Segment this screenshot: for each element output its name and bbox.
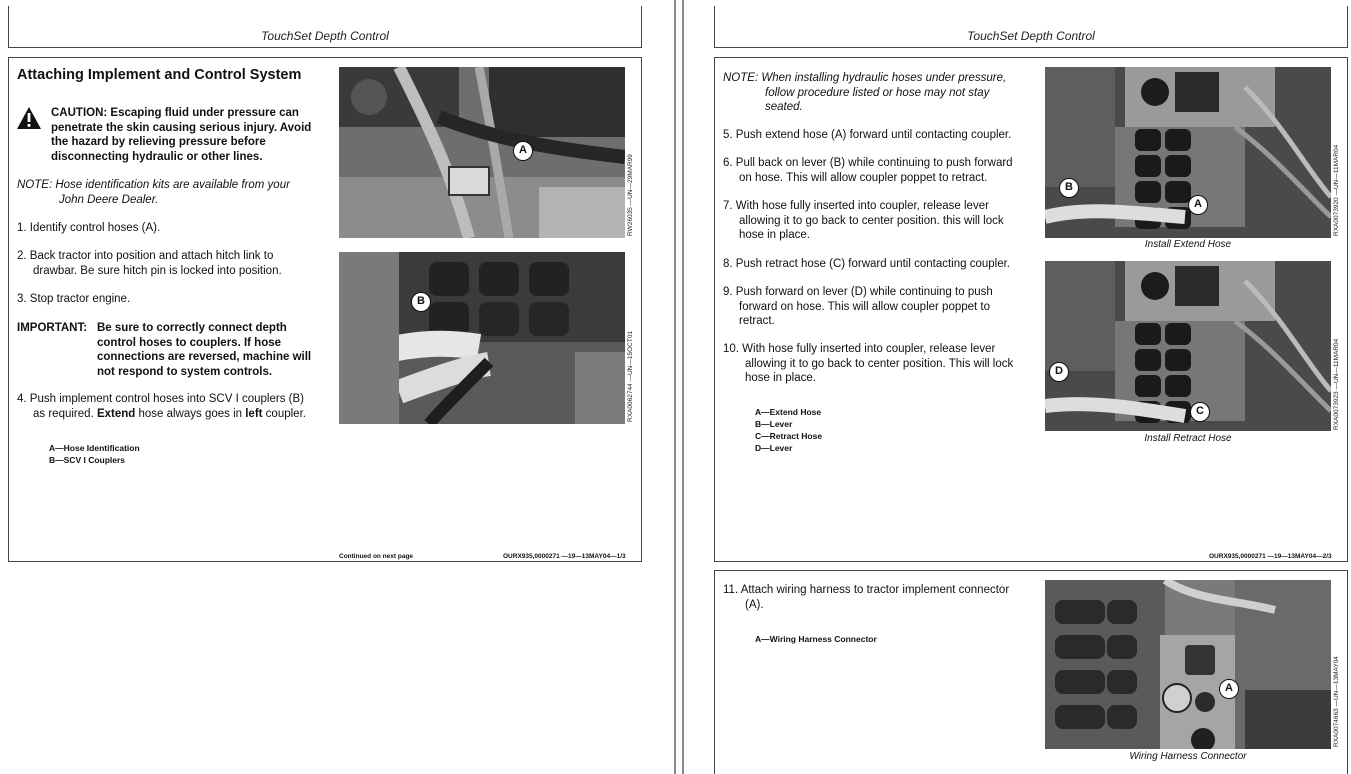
step-10: 10. With hose fully inserted into coupler, release lever allowing it to go back to center position. This will lock hose in place. [723,343,1014,384]
footer-code: OURX935,0000271 —19—13MAY04—1/3 [503,553,626,560]
content-box-2 [714,570,1348,774]
photo-code: RXA0074663 —UN—13MAY04 [1333,656,1340,747]
photo-install-retract-hose [1045,261,1331,431]
page-header-title: TouchSet Depth Control [261,29,389,43]
footer-code: OURX935,0000271 —19—13MAY04—2/3 [1209,553,1332,560]
page-header [8,6,642,48]
legend: A—Extend Hose B—Lever C—Retract Hose D—Lever [755,407,823,453]
step-5: 5. Push extend hose (A) forward until contacting coupler. [723,129,1012,141]
step-1: 1. Identify control hoses (A). [17,222,161,234]
step-2: 2. Back tractor into position and attach hitch link to drawbar. Be sure hitch pin is locked into position. [17,250,282,277]
callout-c: C [1190,402,1210,422]
step-8: 8. Push retract hose (C) forward until contacting coupler. [723,258,1011,270]
photo-install-extend-hose [1045,67,1331,238]
content-box [8,57,642,562]
section-heading: Attaching Implement and Control System [17,67,302,83]
caution-triangle-icon [16,106,42,130]
photo-code: RXA0062744 —UN—15OCT01 [627,330,634,422]
step-3: 3. Stop tractor engine. [17,293,131,305]
callout-a: A [513,141,533,161]
page-header-title: TouchSet Depth Control [967,29,1095,43]
callout-a: A [1188,195,1208,215]
step-11: 11. Attach wiring harness to tractor implement connector (A). [723,584,1010,611]
legend: A—Wiring Harness Connector [755,634,877,644]
step-9: 9. Push forward on lever (D) while continuing to push forward on hose. This will allow coupler poppet to retract. [723,286,993,327]
caution-text: CAUTION: Escaping fluid under pressure can penetrate the skin causing serious injury. Avoid the hazard by relieving pressure before disconnecting hydraulic or other lines. [51,107,312,163]
photo-scv-couplers [339,252,625,424]
content-box [714,57,1348,562]
photo-code: RW26035 —UN—29MAR99 [627,154,634,236]
callout-b: B [411,292,431,312]
callout-a: A [1219,679,1239,699]
photo-hose-identification [339,67,625,238]
legend: A—Hose Identification B—SCV I Couplers [49,443,140,465]
photo-caption: Install Retract Hose [1144,433,1232,444]
page-gutter [674,0,684,774]
manual-page-left [0,0,674,774]
note-text: NOTE: When installing hydraulic hoses under pressure, follow procedure listed or hose may not stay seated. [723,72,1007,113]
photo-caption: Install Extend Hose [1144,239,1232,250]
photo-caption: Wiring Harness Connector [1129,751,1247,762]
photo-wiring-harness-connector [1045,580,1331,749]
callout-b: B [1059,178,1079,198]
note-text: NOTE: Hose identification kits are available from your John Deere Dealer. [17,179,290,206]
manual-page-right [684,0,1351,774]
page-header [714,6,1348,48]
continued-text: Continued on next page [339,553,414,560]
step-4: 4. Push implement control hoses into SCV I couplers (B) as required. Extend hose always goes in left coupler. [17,393,306,420]
step-6: 6. Pull back on lever (B) while continuing to push forward on hose. This will allow coupler poppet to retract. [723,157,1013,184]
important-note: IMPORTANT: Be sure to correctly connect depth control hoses to couplers. If hose connections are reversed, machine will not respond to system controls. [17,322,312,378]
photo-code: RXA0073923 —UN—11MAR04 [1333,338,1340,430]
step-7: 7. With hose fully inserted into coupler, release lever allowing it to go back to center position. this will lock hose in place. [723,200,1004,241]
photo-code: RXA0073920 —UN—11MAR04 [1333,144,1340,236]
callout-d: D [1049,362,1069,382]
